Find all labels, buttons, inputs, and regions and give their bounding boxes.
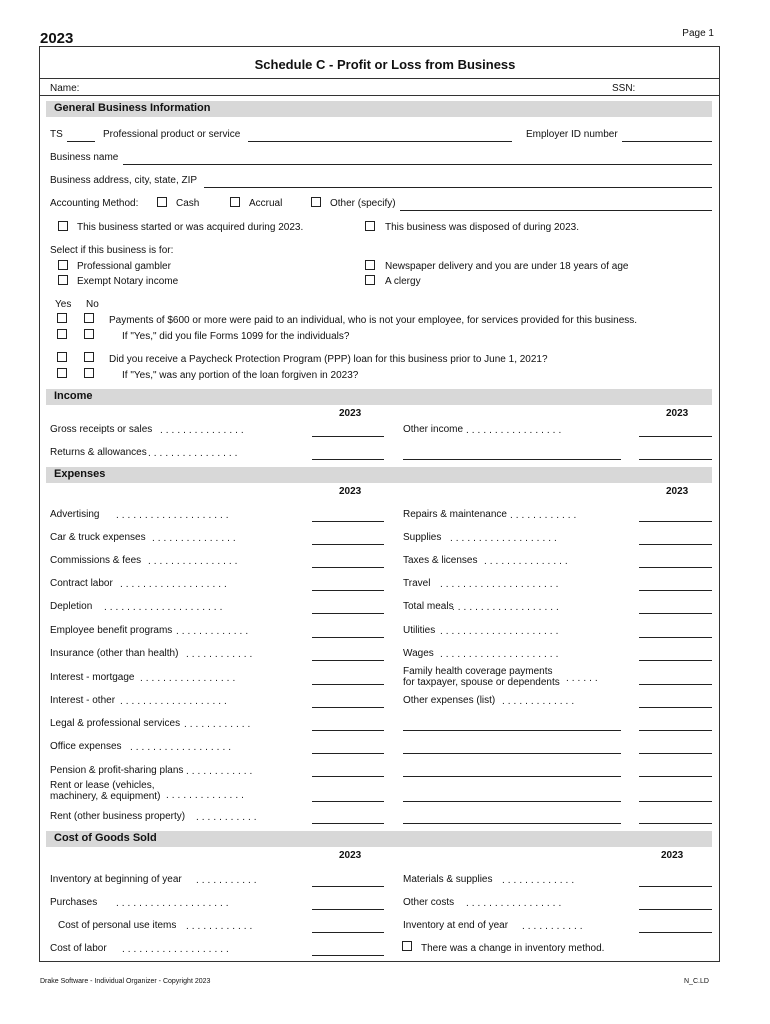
- expense-field-travel[interactable]: [639, 590, 712, 591]
- accounting-method-label: Accounting Method:: [50, 198, 139, 209]
- income-year-left: 2023: [339, 408, 362, 419]
- ts-field[interactable]: [67, 141, 95, 142]
- leader: ...................: [120, 579, 230, 590]
- inventory-change-checkbox[interactable]: [402, 941, 412, 951]
- leader: .....................: [440, 579, 562, 590]
- expense-field-commissions[interactable]: [312, 567, 384, 568]
- newspaper-checkbox[interactable]: [365, 260, 375, 270]
- leader: ............: [186, 649, 256, 660]
- disposed-checkbox[interactable]: [365, 221, 375, 231]
- q2-yes-checkbox[interactable]: [57, 352, 67, 362]
- other-method-label: Other (specify): [330, 198, 396, 209]
- cash-checkbox[interactable]: [157, 197, 167, 207]
- expense-label-wages: Wages: [403, 648, 434, 659]
- accrual-checkbox[interactable]: [230, 197, 240, 207]
- leader: ......: [566, 673, 601, 684]
- other-expense-desc-1[interactable]: [403, 730, 621, 731]
- footer-form-code: N_C.LD: [684, 978, 709, 985]
- expense-label-legal: Legal & professional services: [50, 718, 181, 729]
- notary-checkbox[interactable]: [58, 275, 68, 285]
- leader: ...........: [196, 875, 260, 886]
- q2-label: Did you receive a Paycheck Protection Program (PPP) loan for this business prior to June 1, 2021?: [109, 354, 548, 365]
- leader: ...........: [522, 921, 586, 932]
- section-header-general: General Business Information: [46, 101, 712, 117]
- cogs-field-inventory-begin[interactable]: [312, 886, 384, 887]
- expense-label-car-truck: Car & truck expenses: [50, 532, 146, 543]
- section-header-cogs: Cost of Goods Sold: [46, 831, 712, 847]
- expense-field-car-truck[interactable]: [312, 544, 384, 545]
- expense-label-interest-mortgage: Interest - mortgage: [50, 672, 135, 683]
- expense-field-wages[interactable]: [639, 660, 712, 661]
- other-expense-amt-5[interactable]: [639, 823, 712, 824]
- title-divider: [40, 78, 719, 79]
- q1b-label: If "Yes," did you file Forms 1099 for the individuals?: [122, 331, 350, 342]
- expense-label-insurance: Insurance (other than health): [50, 648, 179, 659]
- other-expense-amt-3[interactable]: [639, 776, 712, 777]
- footer-copyright: Drake Software - Individual Organizer - Copyright 2023: [40, 978, 211, 985]
- gross-receipts-label: Gross receipts or sales: [50, 424, 153, 435]
- expense-label-depletion: Depletion: [50, 601, 93, 612]
- leader: ..............: [166, 790, 247, 801]
- returns-label: Returns & allowances: [50, 447, 147, 458]
- leader: ...................: [120, 696, 230, 707]
- expense-field-family[interactable]: [639, 684, 712, 685]
- cash-label: Cash: [176, 198, 200, 209]
- returns-leader: ................: [148, 448, 241, 459]
- expense-label-office: Office expenses: [50, 741, 122, 752]
- expense-label-taxes: Taxes & licenses: [403, 555, 478, 566]
- expense-label-family-2: for taxpayer, spouse or dependents: [403, 677, 560, 688]
- ssn-label: SSN:: [612, 83, 636, 94]
- ts-label: TS: [50, 129, 63, 140]
- ein-field[interactable]: [622, 141, 712, 142]
- started-label: This business started or was acquired during 2023.: [77, 222, 304, 233]
- expenses-year-right: 2023: [666, 486, 689, 497]
- expense-label-travel: Travel: [403, 578, 431, 589]
- cogs-field-other-costs[interactable]: [639, 909, 712, 910]
- cogs-field-labor[interactable]: [312, 955, 384, 956]
- business-name-field[interactable]: [123, 164, 712, 165]
- gross-receipts-leader: ...............: [160, 425, 247, 436]
- expense-label-rent-other: Rent (other business property): [50, 811, 186, 822]
- newspaper-label: Newspaper delivery and you are under 18 years of age: [385, 261, 629, 272]
- leader: .....................: [440, 649, 562, 660]
- business-name-label: Business name: [50, 152, 119, 163]
- expense-field-legal[interactable]: [312, 730, 384, 731]
- expense-field-rent-other[interactable]: [312, 823, 384, 824]
- clergy-checkbox[interactable]: [365, 275, 375, 285]
- other-expense-desc-2[interactable]: [403, 753, 621, 754]
- cogs-year-right: 2023: [661, 850, 684, 861]
- expense-field-repairs[interactable]: [639, 521, 712, 522]
- expense-label-family-1: Family health coverage payments: [403, 666, 553, 677]
- accrual-label: Accrual: [249, 198, 283, 209]
- name-divider: [40, 95, 719, 96]
- cogs-field-materials[interactable]: [639, 886, 712, 887]
- inventory-change-label: There was a change in inventory method.: [421, 943, 605, 954]
- other-expense-desc-5[interactable]: [403, 823, 621, 824]
- leader: ....................: [116, 898, 232, 909]
- expense-field-rent-equipment[interactable]: [312, 801, 384, 802]
- select-if-label: Select if this business is for:: [50, 245, 174, 256]
- expense-field-taxes[interactable]: [639, 567, 712, 568]
- expense-label-rent-equipment-1: Rent or lease (vehicles,: [50, 780, 155, 791]
- leader: .................: [140, 673, 239, 684]
- q2-no-checkbox[interactable]: [84, 352, 94, 362]
- gambler-label: Professional gambler: [77, 261, 171, 272]
- expense-label-advertising: Advertising: [50, 509, 100, 520]
- expense-field-insurance[interactable]: [312, 660, 384, 661]
- notary-label: Exempt Notary income: [77, 276, 179, 287]
- other-method-field[interactable]: [400, 210, 712, 211]
- cogs-label-purchases: Purchases: [50, 897, 98, 908]
- leader: ...................: [122, 944, 232, 955]
- q2b-label: If "Yes," was any portion of the loan forgiven in 2023?: [122, 370, 359, 381]
- gross-receipts-field[interactable]: [312, 436, 384, 437]
- income-year-right: 2023: [666, 408, 689, 419]
- other-income-field[interactable]: [639, 436, 712, 437]
- leader: .............: [502, 875, 578, 886]
- expense-label-utilities: Utilities: [403, 625, 436, 636]
- name-label: Name:: [50, 83, 80, 94]
- q1-no-checkbox[interactable]: [84, 313, 94, 323]
- business-address-field[interactable]: [204, 187, 712, 188]
- year: 2023: [40, 30, 74, 47]
- cogs-year-left: 2023: [339, 850, 362, 861]
- leader: ............: [510, 510, 580, 521]
- leader: .............: [176, 626, 252, 637]
- clergy-label: A clergy: [385, 276, 421, 287]
- business-address-label: Business address, city, state, ZIP: [50, 175, 198, 186]
- started-checkbox[interactable]: [58, 221, 68, 231]
- leader: ...................: [450, 533, 560, 544]
- leader: ............: [184, 719, 254, 730]
- expense-label-interest-other: Interest - other: [50, 695, 116, 706]
- expense-field-office[interactable]: [312, 753, 384, 754]
- q1-label: Payments of $600 or more were paid to an individual, who is not your employee, for services provided for this business.: [109, 315, 638, 326]
- expense-field-utilities[interactable]: [639, 637, 712, 638]
- leader: .............: [502, 696, 578, 707]
- expense-field-interest-other[interactable]: [312, 707, 384, 708]
- expense-label-employee-benefits: Employee benefit programs: [50, 625, 173, 636]
- cogs-label-materials: Materials & supplies: [403, 874, 493, 885]
- cogs-field-inventory-end[interactable]: [639, 932, 712, 933]
- expense-field-meals[interactable]: [639, 613, 712, 614]
- leader: ................: [148, 556, 241, 567]
- other-expense-amt-4[interactable]: [639, 801, 712, 802]
- section-header-income: Income: [46, 389, 712, 405]
- expense-label-commissions: Commissions & fees: [50, 555, 142, 566]
- cogs-label-inventory-begin: Inventory at beginning of year: [50, 874, 182, 885]
- product-field[interactable]: [248, 141, 512, 142]
- cogs-label-personal-use: Cost of personal use items: [58, 920, 177, 931]
- page-title: Schedule C - Profit or Loss from Business: [254, 57, 516, 72]
- ein-label: Employer ID number: [526, 129, 618, 140]
- expense-label-other-list: Other expenses (list): [403, 695, 496, 706]
- disposed-label: This business was disposed of during 2023.: [385, 222, 580, 233]
- gambler-checkbox[interactable]: [58, 260, 68, 270]
- q1b-no-checkbox[interactable]: [84, 329, 94, 339]
- expense-field-contract-labor[interactable]: [312, 590, 384, 591]
- q1b-yes-checkbox[interactable]: [57, 329, 67, 339]
- expense-label-rent-equipment-2: machinery, & equipment): [50, 791, 161, 802]
- leader: .................: [466, 898, 565, 909]
- other-expense-desc-3[interactable]: [403, 776, 621, 777]
- other-method-checkbox[interactable]: [311, 197, 321, 207]
- expense-field-employee-benefits[interactable]: [312, 637, 384, 638]
- leader: ............: [186, 766, 256, 777]
- other-expense-desc-4[interactable]: [403, 801, 621, 802]
- other-income-label: Other income: [403, 424, 464, 435]
- leader: .....................: [104, 602, 226, 613]
- expenses-year-left: 2023: [339, 486, 362, 497]
- leader: ...............: [484, 556, 571, 567]
- expense-label-supplies: Supplies: [403, 532, 442, 543]
- cogs-label-labor: Cost of labor: [50, 943, 107, 954]
- cogs-label-inventory-end: Inventory at end of year: [403, 920, 509, 931]
- leader: ...............: [152, 533, 239, 544]
- other-expense-amt-1[interactable]: [639, 730, 712, 731]
- q2b-no-checkbox[interactable]: [84, 368, 94, 378]
- section-header-expenses: Expenses: [46, 467, 712, 483]
- cogs-field-purchases[interactable]: [312, 909, 384, 910]
- expense-label-pension: Pension & profit-sharing plans: [50, 765, 184, 776]
- cogs-label-other-costs: Other costs: [403, 897, 455, 908]
- expense-field-pension[interactable]: [312, 776, 384, 777]
- expense-label-meals: Total meals: [403, 601, 454, 612]
- q1-yes-checkbox[interactable]: [57, 313, 67, 323]
- expense-label-contract-labor: Contract labor: [50, 578, 113, 589]
- leader: ....................: [116, 510, 232, 521]
- product-label: Professional product or service: [103, 129, 241, 140]
- leader: .....................: [440, 626, 562, 637]
- expense-field-supplies[interactable]: [639, 544, 712, 545]
- q2b-yes-checkbox[interactable]: [57, 368, 67, 378]
- leader: ............: [186, 921, 256, 932]
- expense-field-other-list[interactable]: [639, 707, 712, 708]
- expense-label-repairs: Repairs & maintenance: [403, 509, 507, 520]
- yes-header: Yes: [55, 299, 72, 310]
- expense-field-interest-mortgage[interactable]: [312, 684, 384, 685]
- expense-field-depletion[interactable]: [312, 613, 384, 614]
- other-income-2-field[interactable]: [639, 459, 712, 460]
- cogs-field-personal-use[interactable]: [312, 932, 384, 933]
- expense-field-advertising[interactable]: [312, 521, 384, 522]
- other-income-desc-field[interactable]: [403, 459, 621, 460]
- other-expense-amt-2[interactable]: [639, 753, 712, 754]
- no-header: No: [86, 299, 99, 310]
- leader: ...................: [452, 602, 562, 613]
- returns-field[interactable]: [312, 459, 384, 460]
- other-income-leader: .................: [466, 425, 565, 436]
- leader: ...........: [196, 812, 260, 823]
- leader: ..................: [130, 742, 235, 753]
- page-number: Page 1: [682, 28, 714, 39]
